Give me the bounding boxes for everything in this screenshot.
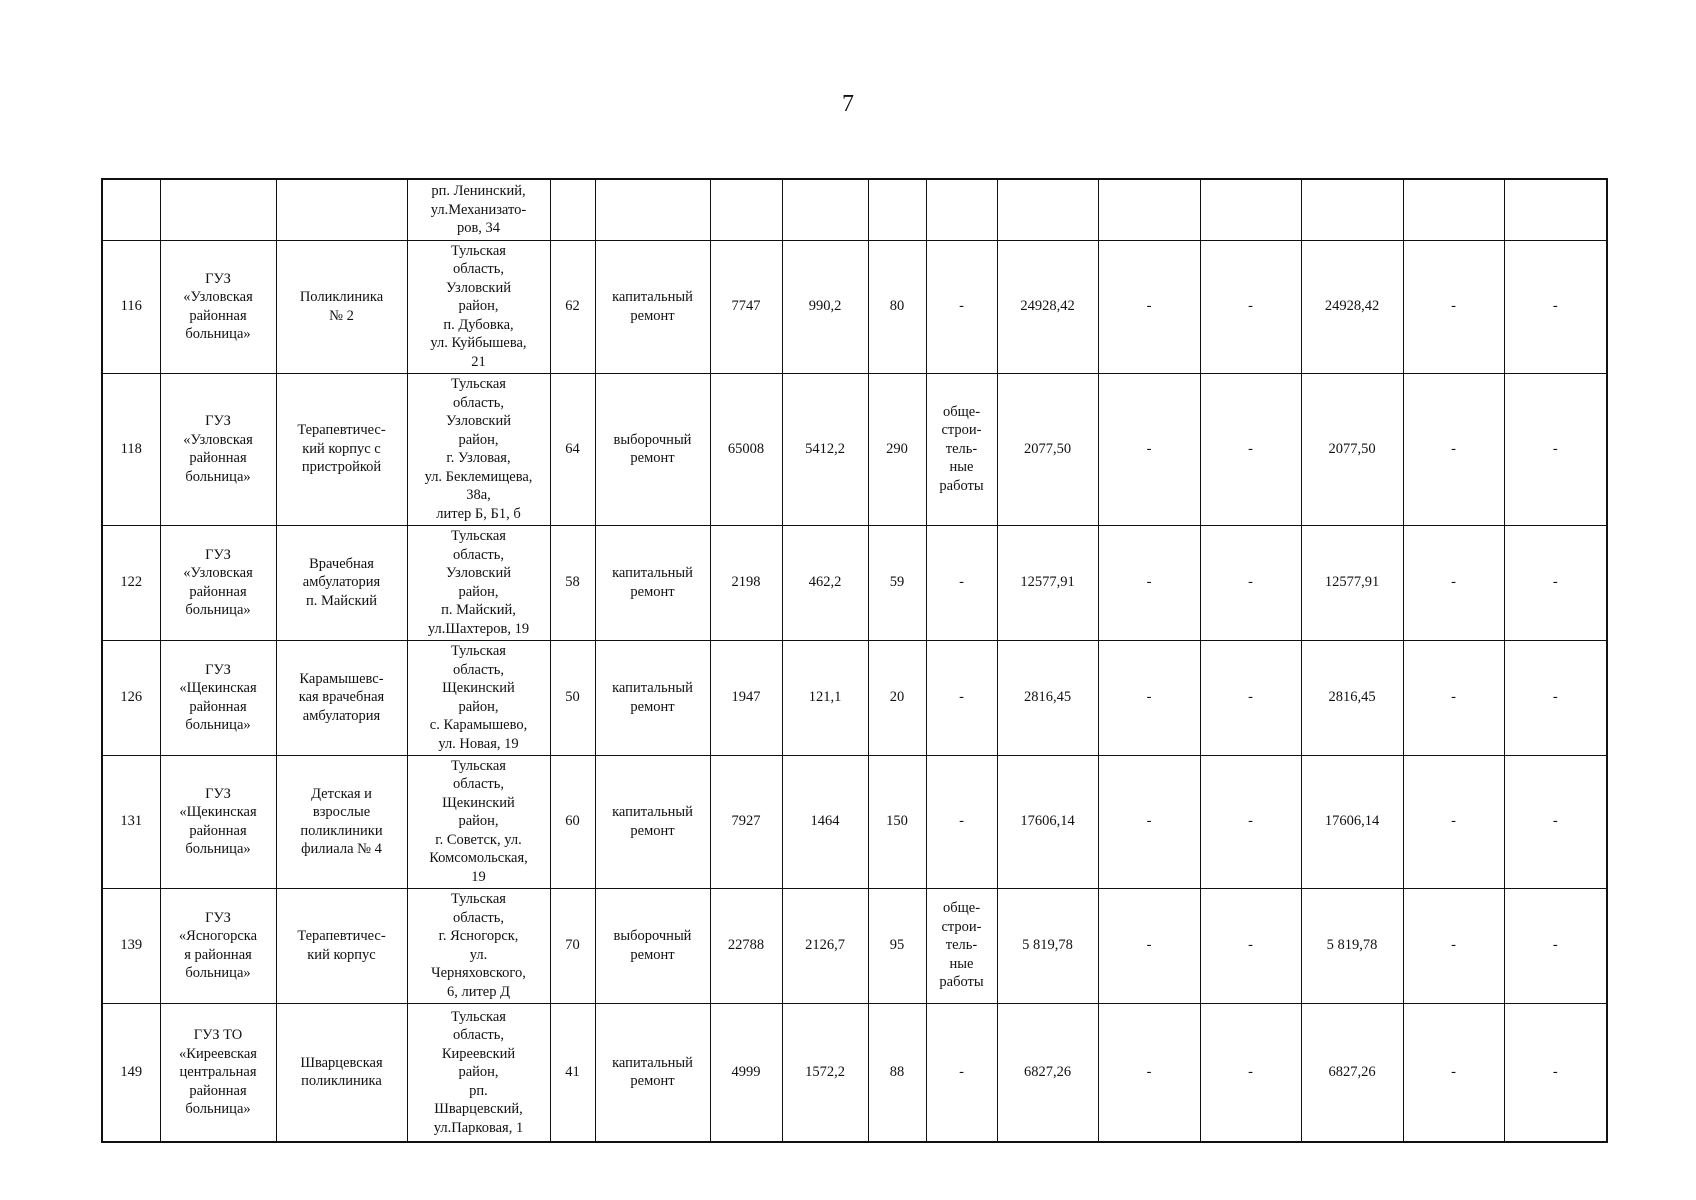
cell-col16: - [1504, 525, 1607, 640]
address: Тульская область, Узловский район, г. Узловая, ул. Беклемищева, 38а, литер Б, Б1, б [407, 373, 550, 525]
address: рп. Ленинский, ул.Механизато- ров, 34 [407, 179, 550, 240]
page-number: 7 [842, 91, 854, 117]
table-row [102, 240, 1607, 373]
cell-col12: - [1098, 640, 1200, 755]
object-name: Детская и взрослые поликлиники филиала № 4 [276, 755, 407, 888]
cell-col11: 12577,91 [997, 525, 1098, 640]
object-name: Шварцевская поликлиника [276, 1003, 407, 1142]
row-number: 116 [102, 240, 160, 373]
cell-col10: - [926, 240, 997, 373]
cell-col15: - [1403, 755, 1504, 888]
cell-col15: - [1403, 373, 1504, 525]
table-row [102, 888, 1607, 1003]
cell-col10: обще- строи- тель- ные работы [926, 888, 997, 1003]
cell-col5: 58 [550, 525, 595, 640]
cell-col11: 5 819,78 [997, 888, 1098, 1003]
cell-col6: капитальный ремонт [595, 640, 710, 755]
cell-col16: - [1504, 755, 1607, 888]
cell-col7: 7747 [710, 240, 782, 373]
table-row [102, 525, 1607, 640]
cell-col7: 2198 [710, 525, 782, 640]
address: Тульская область, Киреевский район, рп. Шварцевский, ул.Парковая, 1 [407, 1003, 550, 1142]
cell-col6: капитальный ремонт [595, 240, 710, 373]
cell-col8: 1572,2 [782, 1003, 868, 1142]
cell-col10: - [926, 525, 997, 640]
object-name: Терапевтичес- кий корпус с пристройкой [276, 373, 407, 525]
row-number: 131 [102, 755, 160, 888]
row-number [102, 179, 160, 240]
cell-col7: 22788 [710, 888, 782, 1003]
cell-col10: - [926, 640, 997, 755]
cell-col12: - [1098, 525, 1200, 640]
cell-col14: 6827,26 [1301, 1003, 1403, 1142]
cell-col14: 5 819,78 [1301, 888, 1403, 1003]
row-number: 126 [102, 640, 160, 755]
organization [160, 179, 276, 240]
address: Тульская область, г. Ясногорск, ул. Черняховского, 6, литер Д [407, 888, 550, 1003]
cell-col13: - [1200, 755, 1301, 888]
cell-col8: 462,2 [782, 525, 868, 640]
organization: ГУЗ «Узловская районная больница» [160, 525, 276, 640]
cell-col12 [1098, 179, 1200, 240]
cell-col7: 65008 [710, 373, 782, 525]
cell-col8: 1464 [782, 755, 868, 888]
organization: ГУЗ «Щекинская районная больница» [160, 640, 276, 755]
cell-col8 [782, 179, 868, 240]
cell-col11 [997, 179, 1098, 240]
row-number: 149 [102, 1003, 160, 1142]
cell-col16 [1504, 179, 1607, 240]
cell-col15: - [1403, 240, 1504, 373]
cell-col16: - [1504, 888, 1607, 1003]
cell-col14 [1301, 179, 1403, 240]
address: Тульская область, Щекинский район, с. Карамышево, ул. Новая, 19 [407, 640, 550, 755]
cell-col11: 2077,50 [997, 373, 1098, 525]
cell-col9: 95 [868, 888, 926, 1003]
table-row [102, 640, 1607, 755]
cell-col14: 12577,91 [1301, 525, 1403, 640]
cell-col8: 5412,2 [782, 373, 868, 525]
cell-col14: 2816,45 [1301, 640, 1403, 755]
cell-col9: 150 [868, 755, 926, 888]
address: Тульская область, Узловский район, п. Майский, ул.Шахтеров, 19 [407, 525, 550, 640]
cell-col7: 1947 [710, 640, 782, 755]
cell-col12: - [1098, 755, 1200, 888]
cell-col9: 88 [868, 1003, 926, 1142]
cell-col8: 990,2 [782, 240, 868, 373]
object-name: Поликлиника № 2 [276, 240, 407, 373]
organization: ГУЗ «Узловская районная больница» [160, 240, 276, 373]
object-name: Карамышевс- кая врачебная амбулатория [276, 640, 407, 755]
cell-col7: 7927 [710, 755, 782, 888]
cell-col13: - [1200, 240, 1301, 373]
cell-col14: 17606,14 [1301, 755, 1403, 888]
address: Тульская область, Узловский район, п. Дубовка, ул. Куйбышева, 21 [407, 240, 550, 373]
cell-col10: - [926, 755, 997, 888]
cell-col13 [1200, 179, 1301, 240]
cell-col13: - [1200, 525, 1301, 640]
cell-col15: - [1403, 888, 1504, 1003]
cell-col5: 62 [550, 240, 595, 373]
cell-col5: 50 [550, 640, 595, 755]
cell-col13: - [1200, 373, 1301, 525]
table-row [102, 1003, 1607, 1142]
table-row [102, 179, 1607, 240]
organization: ГУЗ «Узловская районная больница» [160, 373, 276, 525]
cell-col12: - [1098, 373, 1200, 525]
cell-col7 [710, 179, 782, 240]
row-number: 118 [102, 373, 160, 525]
cell-col12: - [1098, 1003, 1200, 1142]
cell-col6: капитальный ремонт [595, 525, 710, 640]
object-name [276, 179, 407, 240]
organization: ГУЗ «Ясногорска я районная больница» [160, 888, 276, 1003]
cell-col6: капитальный ремонт [595, 1003, 710, 1142]
cell-col10 [926, 179, 997, 240]
object-name: Врачебная амбулатория п. Майский [276, 525, 407, 640]
cell-col11: 24928,42 [997, 240, 1098, 373]
organization: ГУЗ ТО «Киреевская центральная районная больница» [160, 1003, 276, 1142]
cell-col6: капитальный ремонт [595, 755, 710, 888]
cell-col9: 290 [868, 373, 926, 525]
cell-col9 [868, 179, 926, 240]
cell-col13: - [1200, 888, 1301, 1003]
cell-col11: 6827,26 [997, 1003, 1098, 1142]
table-row [102, 373, 1607, 525]
cell-col16: - [1504, 373, 1607, 525]
cell-col6: выборочный ремонт [595, 888, 710, 1003]
cell-col7: 4999 [710, 1003, 782, 1142]
table-row [102, 755, 1607, 888]
cell-col15: - [1403, 1003, 1504, 1142]
cell-col10: обще- строи- тель- ные работы [926, 373, 997, 525]
object-name: Терапевтичес- кий корпус [276, 888, 407, 1003]
facilities-table [101, 178, 1608, 1143]
cell-col9: 59 [868, 525, 926, 640]
cell-col9: 80 [868, 240, 926, 373]
cell-col5: 64 [550, 373, 595, 525]
cell-col10: - [926, 1003, 997, 1142]
row-number: 139 [102, 888, 160, 1003]
row-number: 122 [102, 525, 160, 640]
cell-col12: - [1098, 888, 1200, 1003]
cell-col11: 17606,14 [997, 755, 1098, 888]
cell-col11: 2816,45 [997, 640, 1098, 755]
cell-col8: 2126,7 [782, 888, 868, 1003]
cell-col16: - [1504, 640, 1607, 755]
cell-col6: выборочный ремонт [595, 373, 710, 525]
cell-col15: - [1403, 640, 1504, 755]
cell-col14: 24928,42 [1301, 240, 1403, 373]
organization: ГУЗ «Щекинская районная больница» [160, 755, 276, 888]
address: Тульская область, Щекинский район, г. Советск, ул. Комсомольская, 19 [407, 755, 550, 888]
cell-col8: 121,1 [782, 640, 868, 755]
cell-col13: - [1200, 640, 1301, 755]
cell-col16: - [1504, 240, 1607, 373]
cell-col5: 70 [550, 888, 595, 1003]
cell-col5 [550, 179, 595, 240]
cell-col5: 60 [550, 755, 595, 888]
cell-col15: - [1403, 525, 1504, 640]
cell-col5: 41 [550, 1003, 595, 1142]
cell-col12: - [1098, 240, 1200, 373]
cell-col16: - [1504, 1003, 1607, 1142]
cell-col15 [1403, 179, 1504, 240]
cell-col9: 20 [868, 640, 926, 755]
cell-col6 [595, 179, 710, 240]
cell-col14: 2077,50 [1301, 373, 1403, 525]
cell-col13: - [1200, 1003, 1301, 1142]
